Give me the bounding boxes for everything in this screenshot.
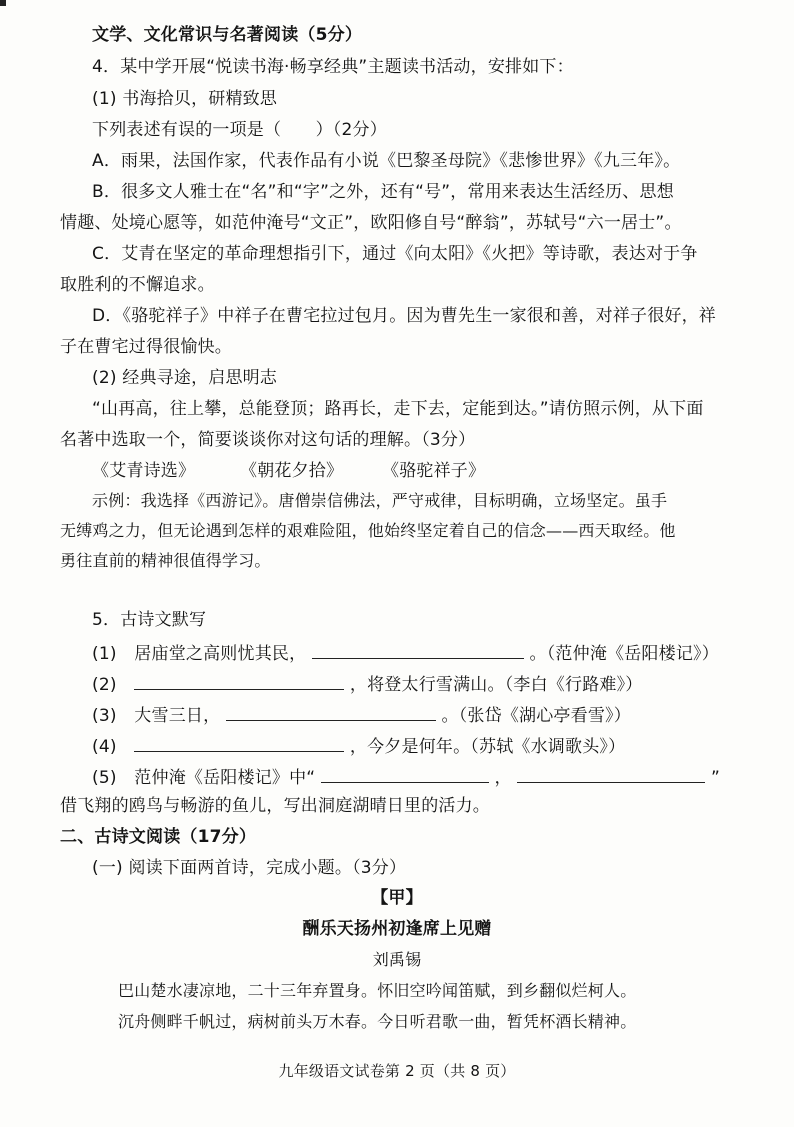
option-a: A．雨果，法国作家，代表作品有小说《巴黎圣母院》《悲惨世界》《九三年》。: [92, 151, 681, 171]
item-5-close-quote: ”: [710, 768, 720, 788]
dictation-item-4: [92, 733, 625, 758]
page-footer: 九年级语文试卷第 2 页（共 8 页）: [278, 1062, 516, 1080]
question-5-title: 5．古诗文默写: [92, 610, 207, 630]
item-1-source: 。（范仲淹《岳阳楼记》）: [529, 644, 719, 664]
question-4-part2-prompt-line1: “山再高，往上攀，总能登顶；路再长，走下去，定能到达。”请仿照示例，从下面: [92, 399, 704, 419]
dictation-item-1: [92, 640, 719, 665]
answer-blank-5b[interactable]: [517, 764, 705, 783]
option-b-line2: 情趣、处境心愿等，如范仲淹号“文正”，欧阳修自号“醉翁”，苏轼号“六一居士”。: [60, 213, 682, 233]
item-2-number: (2): [92, 675, 117, 695]
question-4-part1-title: (1) 书海拾贝，研精致思: [92, 89, 278, 109]
option-d-line2: 子在曹宅过得很愉快。: [60, 337, 232, 357]
question-4-stem: 4．某中学开展“悦读书海·畅享经典”主题读书活动，安排如下：: [92, 57, 574, 77]
option-b-line1: B．很多文人雅士在“名”和“字”之外，还有“号”，常用来表达生活经历、思想: [92, 182, 674, 202]
item-5-comma: ，: [494, 768, 512, 788]
option-c-line2: 取胜利的不懈追求。: [60, 275, 215, 295]
dictation-item-5: [92, 764, 720, 789]
item-3-text: 大雪三日，: [134, 706, 221, 726]
option-d-line1: D．《骆驼祥子》中祥子在曹宅拉过包月。因为曹先生一家很和善，对祥子很好，祥: [92, 306, 716, 326]
poem-line-2: 沉舟侧畔千帆过，病树前头万木春。今日听君歌一曲，暂凭杯酒长精神。: [118, 1012, 637, 1031]
section-heading-poetry: 二、古诗文阅读（17分）: [60, 827, 257, 847]
poem-marker: 【甲】: [371, 888, 423, 908]
book-option-1: 《艾青诗选》: [92, 461, 196, 481]
item-3-number: (3): [92, 706, 117, 726]
book-option-2: 《朝花夕拾》: [240, 461, 344, 481]
answer-blank-1[interactable]: [312, 640, 524, 659]
answer-blank-4[interactable]: [134, 733, 344, 752]
dictation-item-3: [92, 702, 631, 727]
item-1-number: (1): [92, 644, 117, 664]
question-4-part1-prompt: 下列表述有误的一项是（ ）（2分）: [92, 120, 387, 140]
item-3-source: 。（张岱《湖心亭看雪》）: [441, 706, 631, 726]
dictation-item-5-line2: 借飞翔的鸥鸟与畅游的鱼儿，写出洞庭湖晴日里的活力。: [60, 796, 490, 816]
section-heading-literature: 文学、文化常识与名著阅读（5分）: [92, 25, 363, 45]
item-5-text: 范仲淹《岳阳楼记》中“: [134, 768, 316, 788]
item-5-number: (5): [92, 768, 117, 788]
corner-mark: [0, 0, 6, 6]
item-4-source: ，今夕是何年。（苏轼《水调歌头》）: [349, 737, 626, 757]
answer-blank-5a[interactable]: [321, 764, 489, 783]
book-option-3: 《骆驼祥子》: [382, 461, 486, 481]
answer-blank-3[interactable]: [226, 702, 436, 721]
item-2-source: ，将登太行雪满山。（李白《行路难》）: [349, 675, 643, 695]
question-4-part2-prompt-line2: 名著中选取一个，简要谈谈你对这句话的理解。（3分）: [60, 430, 476, 450]
question-4-part2-title: (2) 经典寻途，启思明志: [92, 368, 278, 388]
item-4-number: (4): [92, 737, 117, 757]
example-line1: 示例：我选择《西游记》。唐僧崇信佛法，严守戒律，目标明确，立场坚定。虽手: [92, 491, 668, 510]
item-1-text: 居庙堂之高则忧其民，: [134, 644, 307, 664]
example-line2: 无缚鸡之力，但无论遇到怎样的艰难险阻，他始终坚定着自己的信念——西天取经。他: [60, 521, 676, 540]
example-line3: 勇往直前的精神很值得学习。: [60, 551, 271, 570]
dictation-item-2: [92, 671, 643, 696]
poem-line-1: 巴山楚水凄凉地，二十三年弃置身。怀旧空吟闻笛赋，到乡翻似烂柯人。: [118, 981, 637, 1000]
answer-blank-2[interactable]: [134, 671, 344, 690]
option-c-line1: C．艾青在坚定的革命理想指引下，通过《向太阳》《火把》等诗歌，表达对于争: [92, 244, 698, 264]
poem-title: 酬乐天扬州初逢席上见赠: [302, 919, 492, 939]
poem-author: 刘禹锡: [372, 950, 422, 969]
poetry-instruction: (一) 阅读下面两首诗，完成小题。（3分）: [92, 858, 407, 878]
